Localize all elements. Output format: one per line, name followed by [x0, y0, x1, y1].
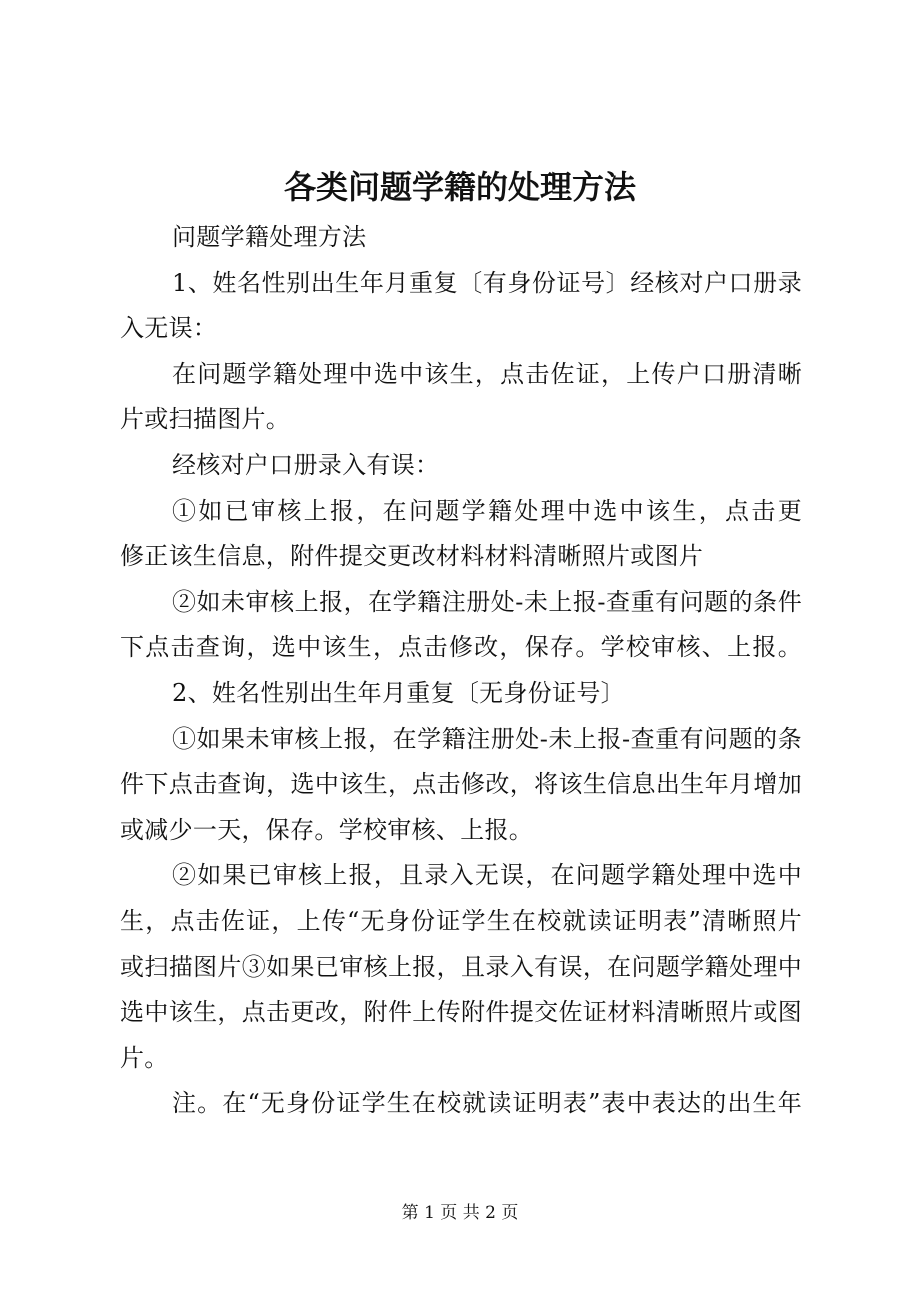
- text-line: 经核对户口册录入有误：: [172, 450, 440, 479]
- text-line: ①如果未审核上报，在学籍注册处-未上报-查重有问题的条: [172, 724, 802, 753]
- text-line: 件下点击查询，选中该生，点击修改，将该生信息出生年月增加: [120, 770, 802, 799]
- text-line: 在问题学籍处理中选中该生，点击佐证，上传户口册清晰: [172, 359, 802, 388]
- text-line: ②如未审核上报，在学籍注册处-未上报-查重有问题的条件: [172, 587, 802, 616]
- text-line: 或扫描图片③如果已审核上报，且录入有误，在问题学籍处理中: [120, 952, 802, 981]
- text-line: 修正该生信息，附件提交更改材料材料清晰照片或图片: [120, 542, 704, 571]
- text-line: ②如果已审核上报，且录入无误，在问题学籍处理中选中: [172, 861, 802, 890]
- text-line: 选中该生，点击更改，附件上传附件提交佐证材料清晰照片或图: [120, 998, 802, 1027]
- text-line: 2、姓名性别出生年月重复〔无身份证号〕: [172, 678, 625, 707]
- text-line: ①如已审核上报，在问题学籍处理中选中该生，点击更: [172, 496, 802, 525]
- text-line: 问题学籍处理方法: [172, 223, 367, 251]
- text-line: 注。在“无身份证学生在校就读证明表”表中表达的出生年: [172, 1089, 802, 1118]
- text-line: 或减少一天，保存。学校审核、上报。: [120, 815, 534, 844]
- text-line: 片或扫描图片。: [120, 405, 291, 434]
- text-line: 片。: [120, 1043, 169, 1072]
- text-line: 入无误：: [120, 314, 218, 343]
- document-body: [120, 215, 802, 1127]
- document-title: 各类问题学籍的处理方法: [283, 168, 636, 206]
- text-line: 下点击查询，选中该生，点击修改，保存。学校审核、上报。: [120, 633, 802, 662]
- text-line: 生，点击佐证，上传“无身份证学生在校就读证明表”清晰照片: [120, 906, 802, 935]
- page-footer: 第 1 页 共 2 页: [401, 1203, 519, 1223]
- text-line: 1、姓名性别出生年月重复〔有身份证号〕经核对户口册录: [172, 268, 802, 297]
